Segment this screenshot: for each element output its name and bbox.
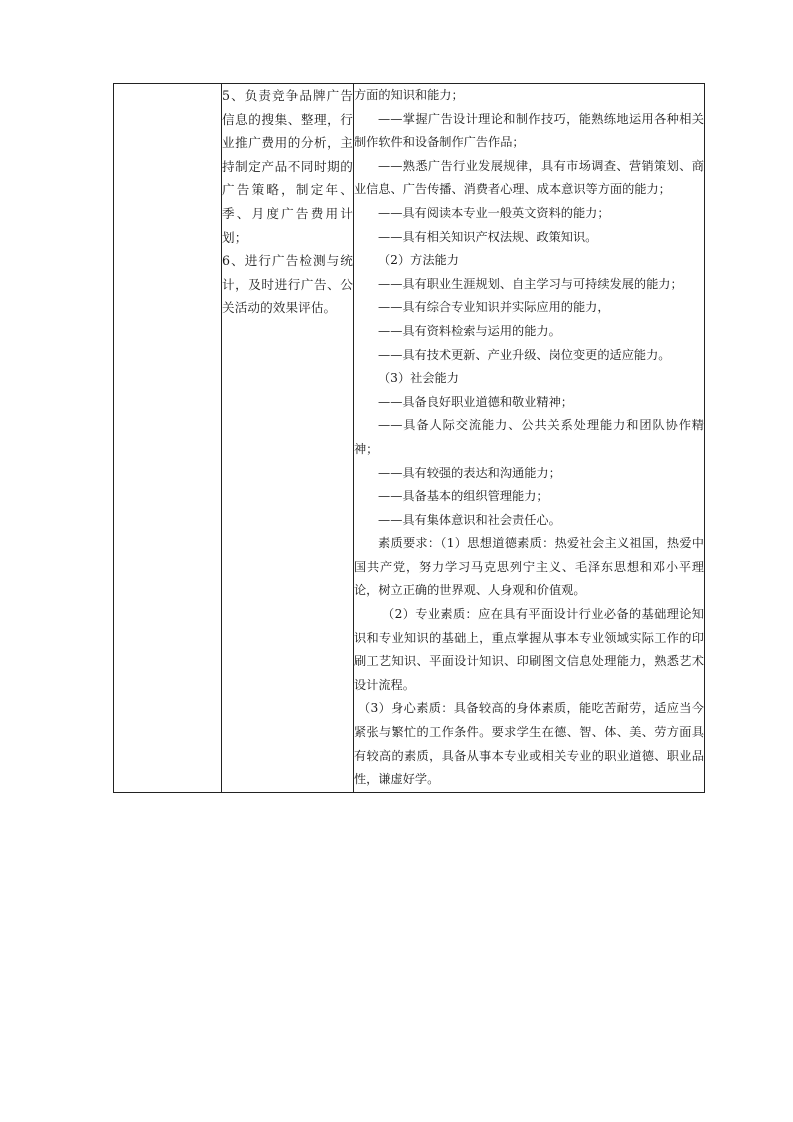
requirement-line: ——具有资料检索与运用的能力。 [378,323,561,338]
requirement-line: ——具有较强的表达和沟通能力； [378,465,561,480]
table-cell-blank [114,84,222,793]
section-heading: （2）方法能力 [378,253,459,268]
duty-item: 6、进行广告检测与统计，及时进行广告、公关活动的效果评估。 [222,253,353,316]
requirement-line: ——具有技术更新、产业升级、岗位变更的适应能力。 [378,347,671,362]
quality-paragraph: （2）专业素质：应在具有平面设计行业必备的基础理论知识和专业知识的基础上，重点掌握从事本专业领域实际工作的印刷工艺知识、平面设计知识、印刷图文信息处理能力，熟悉艺术设计流程。 [354,607,704,692]
table-cell-requirements [354,84,705,793]
section-heading: （3）社会能力 [378,371,459,386]
requirement-line: ——具有阅读本专业一般英文资料的能力； [378,205,610,220]
table-cell-duties [222,84,354,793]
duty-item: 5、负责竞争品牌广告信息的搜集、整理，行业推广费用的分析，主持制定产品不同时期的广告策略，制定年、季、月度广告费用计划； [222,88,353,245]
requirement-line: ——具有职业生涯规划、自主学习与可持续发展的能力； [378,276,683,291]
requirement-line: ——具有相关知识产权法规、政策知识。 [378,229,598,244]
requirement-line: ——具有集体意识和社会责任心。 [378,512,561,527]
requirement-line: ——熟悉广告行业发展规律，具有市场调查、营销策划、商业信息、广告传播、消费者心理、成本意识等方面的能力； [354,158,704,197]
quality-paragraph: 素质要求：（1）思想道德素质：热爱社会主义祖国，热爱中国共产党，努力学习马克思列宁主义、毛泽东思想和邓小平理论，树立正确的世界观、人身观和价值观。 [354,536,704,598]
requirement-line: ——具备人际交流能力、公共关系处理能力和团队协作精神； [354,418,704,456]
requirement-line: ——具备基本的组织管理能力； [378,489,549,504]
requirement-line: ——具有综合专业知识并实际应用的能力， [378,300,610,315]
requirement-line: ——具备良好职业道德和敬业精神； [378,394,573,409]
content-table [113,83,705,793]
requirement-line: 方面的知识和能力； [354,88,464,102]
quality-paragraph: （3）身心素质：具备较高的身体素质，能吃苦耐劳，适应当今紧张与繁忙的工作条件。要求学生在德、智、体、美、劳方面具有较高的素质，具备从事本专业或相关专业的职业道德、职业品性，谦虚好学。 [354,701,704,787]
table-row [114,84,705,793]
requirement-line: ——掌握广告设计理论和制作技巧，能熟练地运用各种相关制作软件和设备制作广告作品； [354,111,704,150]
